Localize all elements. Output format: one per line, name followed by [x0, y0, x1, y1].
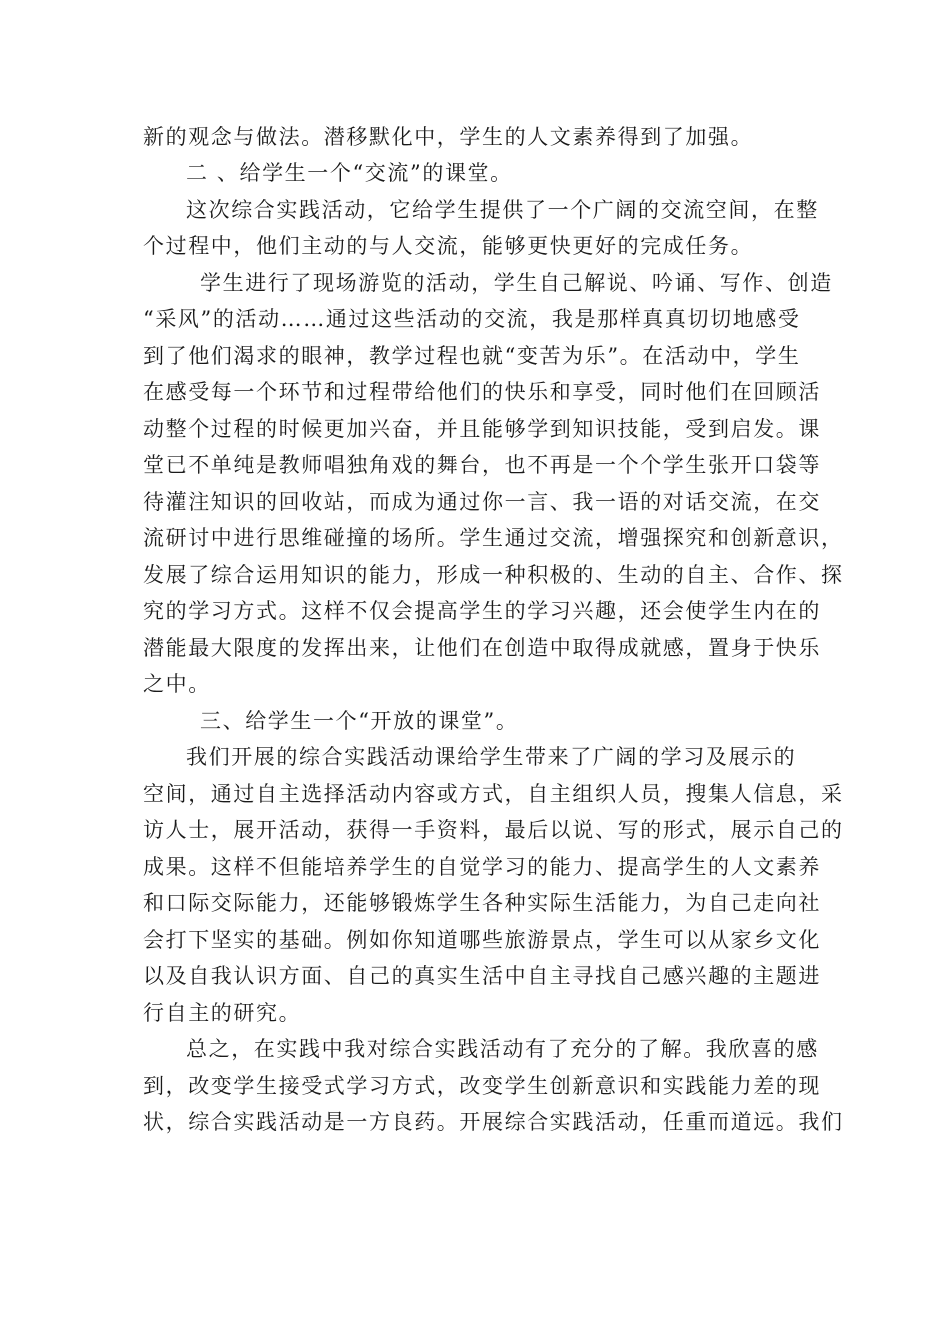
text-line: 新的观念与做法。潜移默化中，学生的人文素养得到了加强。 [143, 125, 754, 149]
text-line: 动整个过程的时候更加兴奋，并且能够学到知识技能，受到启发。课 [143, 417, 821, 441]
text-line: 会打下坚实的基础。例如你知道哪些旅游景点，学生可以从家乡文化 [143, 928, 821, 952]
text-line: 到，改变学生接受式学习方式，改变学生创新意识和实践能力差的现 [143, 1074, 821, 1098]
text-line: 这次综合实践活动，它给学生提供了一个广阔的交流空间，在整 [186, 198, 819, 222]
text-line: 发展了综合运用知识的能力，形成一种积极的、生动的自主、合作、探 [143, 563, 844, 587]
text-line: 状，综合实践活动是一方良药。开展综合实践活动，任重而道远。我们 [143, 1110, 844, 1134]
text-line: 个过程中，他们主动的与人交流，能够更快更好的完成任务。 [143, 234, 754, 258]
text-line: 和口际交际能力，还能够锻炼学生各种实际生活能力，为自己走向社 [143, 891, 821, 915]
text-line: 潜能最大限度的发挥出来，让他们在创造中取得成就感，置身于快乐 [143, 636, 821, 660]
text-line: 以及自我认识方面、自己的真实生活中自主寻找自己感兴趣的主题进 [143, 964, 821, 988]
section-heading: 三、给学生一个“开放的课堂”。 [200, 709, 519, 733]
text-line: 行自主的研究。 [143, 1001, 302, 1025]
text-line: 待灌注知识的回收站，而成为通过你一言、我一语的对话交流，在交 [143, 490, 821, 514]
text-line: 堂已不单纯是教师唱独角戏的舞台，也不再是一个个学生张开口袋等 [143, 453, 821, 477]
text-line: 总之，在实践中我对综合实践活动有了充分的了解。我欣喜的感 [186, 1037, 819, 1061]
text-line: 之中。 [143, 672, 211, 696]
text-line: 访人士，展开活动，获得一手资料，最后以说、写的形式，展示自己的 [143, 818, 844, 842]
text-line: 到了他们渴求的眼神，教学过程也就“变苦为乐”。在活动中，学生 [143, 344, 801, 368]
section-heading: 二 、给学生一个“交流”的课堂。 [186, 161, 513, 185]
text-line: 究的学习方式。这样不仅会提高学生的学习兴趣，还会使学生内在的 [143, 599, 821, 623]
text-line: 我们开展的综合实践活动课给学生带来了广阔的学习及展示的 [186, 745, 797, 769]
text-line: 流研讨中进行思维碰撞的场所。学生通过交流，增强探究和创新意识， [143, 526, 844, 550]
text-line: “采风”的活动……通过这些活动的交流，我是那样真真切切地感受 [143, 307, 801, 331]
text-line: 空间，通过自主选择活动内容或方式，自主组织人员，搜集人信息，采 [143, 782, 844, 806]
text-line: 学生进行了现场游览的活动，学生自己解说、吟诵、写作、创造 [200, 271, 833, 295]
text-line: 成果。这样不但能培养学生的自觉学习的能力、提高学生的人文素养 [143, 855, 821, 879]
text-line: 在感受每一个环节和过程带给他们的快乐和享受，同时他们在回顾活 [143, 380, 821, 404]
